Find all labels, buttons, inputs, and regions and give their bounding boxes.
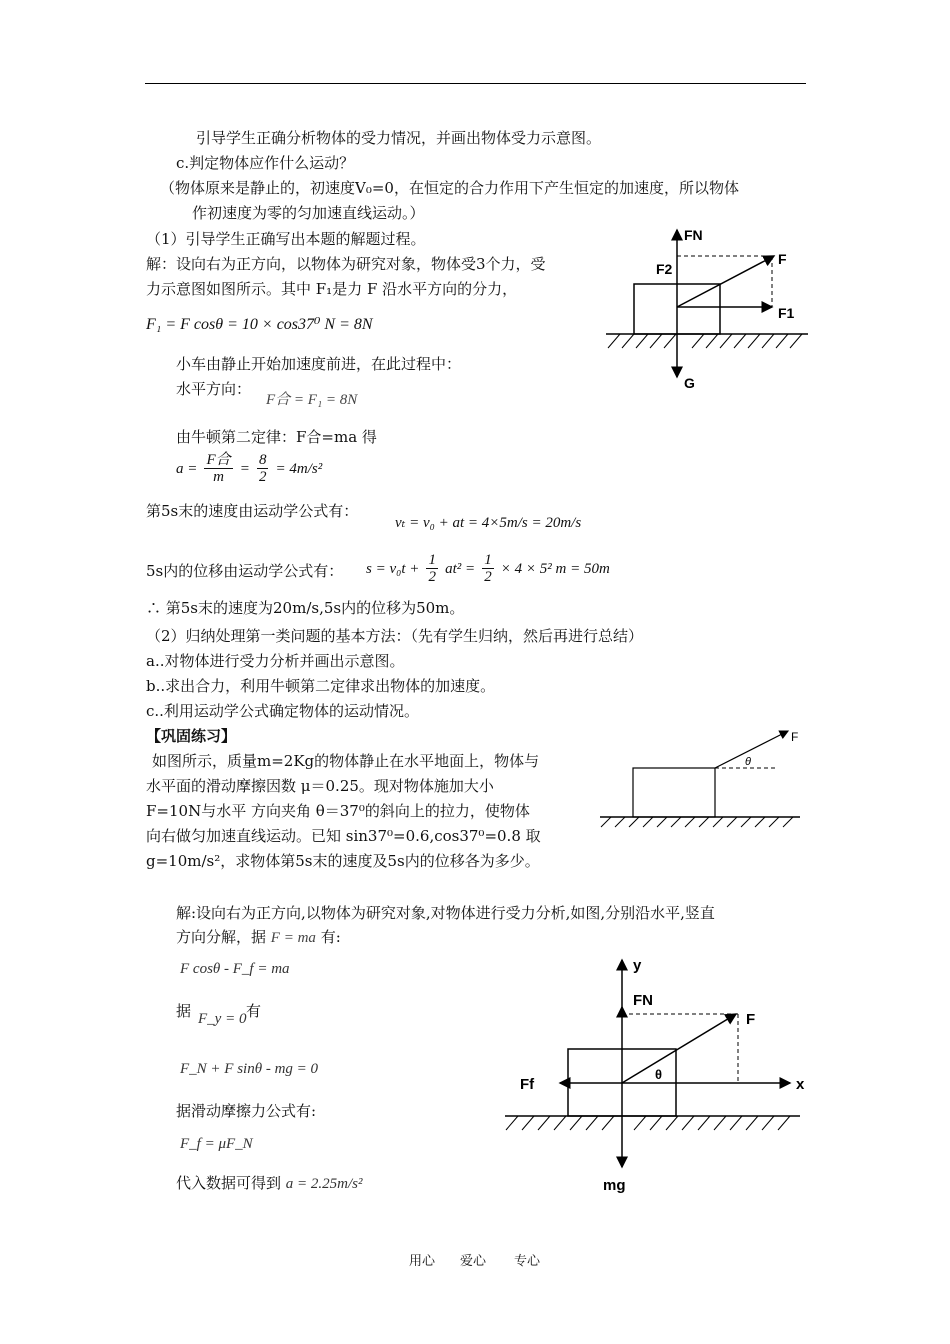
label-g: G — [684, 375, 695, 391]
text-line: 水平方向： — [176, 380, 252, 398]
s2a: 方向分解，据 — [176, 928, 267, 946]
eq-a-den: m — [213, 469, 224, 485]
text-line: 5s内的位移由运动学公式有： — [146, 562, 344, 580]
footer-c: 专心 — [514, 1254, 541, 1269]
f-arrow — [715, 731, 788, 768]
text-line: 作初速度为零的匀加速直线运动。） — [192, 204, 425, 222]
label-y: y — [633, 957, 642, 974]
text-line: 据滑动摩擦力公式有: — [176, 1102, 317, 1120]
footer-a: 用心 — [409, 1254, 436, 1269]
ground-hatch — [506, 1116, 790, 1130]
footer-b: 爱心 — [460, 1254, 487, 1269]
eq-a-mid: = — [239, 461, 250, 477]
eq-a-lhs: a = — [176, 461, 198, 477]
text-result-label — [176, 1174, 363, 1193]
eq-s-c: × 4 × 5² m = 50m — [500, 561, 610, 577]
equation-2: F_y = 0 — [198, 1011, 247, 1027]
eq-s-a: s = v₀t + — [366, 561, 420, 577]
list-item: c..利用运动学公式确定物体的运动情况。 — [146, 702, 419, 720]
result-eq: a = 2.25m/s² — [285, 1176, 363, 1192]
text-line: 解:设向右为正方向,以物体为研究对象,对物体进行受力分析,如图,分别沿水平,竖直 — [176, 904, 715, 922]
label-f2: F2 — [656, 261, 673, 277]
force-diagram-1 — [598, 222, 818, 392]
f-arrow — [677, 256, 774, 307]
text-line: 水平面的滑动摩擦因数 μ＝0.25。现对物体施加大小 — [146, 777, 494, 795]
block — [633, 768, 715, 817]
label-theta: θ — [655, 1067, 663, 1082]
text-line: 解：设向右为正方向，以物体为研究对象，物体受3个力，受 — [146, 255, 546, 273]
list-item: b..求出合力，利用牛顿第二定律求出物体的加速度。 — [146, 677, 496, 695]
label-f: F — [791, 730, 799, 744]
equation-fhe: F合 = F₁ = 8N — [266, 392, 358, 408]
equation-4: F_f = μF_N — [180, 1136, 253, 1152]
label-mg: mg — [603, 1177, 626, 1194]
text-line: 由牛顿第二定律：F合=ma 得 — [176, 428, 377, 446]
text-line: c.判定物体应作什么运动？ — [176, 154, 355, 172]
equation-f1: F₁ = F cosθ = 10 × cos37⁰ N = 8N — [146, 316, 373, 333]
part1-heading: （1）引导学生正确写出本题的解题过程。 — [146, 230, 426, 248]
text-line: 第5s末的速度由运动学公式有： — [146, 502, 359, 520]
label-f: F — [778, 251, 787, 267]
text-line: （物体原来是静止的，初速度V₀=0，在恒定的合力作用下产生恒定的加速度，所以物体 — [160, 179, 739, 197]
eq-s-half-num: 1 — [428, 552, 436, 568]
label-ff: Ff — [520, 1076, 535, 1093]
force-diagram-3 — [500, 952, 820, 1202]
label-f1: F1 — [778, 305, 795, 321]
equation-acceleration — [176, 452, 322, 485]
eq-s-b: at² = — [445, 561, 476, 577]
eq-s-half-den: 2 — [428, 569, 436, 585]
equation-velocity: vₜ = v₀ + at = 4×5m/s = 20m/s — [395, 515, 582, 531]
practice-title: 【巩固练习】 — [146, 727, 237, 745]
label-fn: FN — [684, 227, 703, 243]
text-line: 引导学生正确分析物体的受力情况，并画出物体受力示意图。 — [196, 129, 602, 147]
ground-hatch — [601, 817, 793, 827]
eq-s-half-den-2: 2 — [484, 569, 492, 585]
equation-3: F_N + F sinθ - mg = 0 — [180, 1061, 319, 1077]
s2eq: F = ma — [270, 930, 316, 946]
eq-a-den2: 2 — [258, 469, 267, 485]
text-line: 小车由静止开始加速度前进，在此过程中： — [176, 355, 462, 373]
header-rule — [145, 83, 806, 84]
text-ju: 据 — [176, 1002, 192, 1020]
part2-heading: （2）归纳处理第一类问题的基本方法：（先有学生归纳，然后再进行总结） — [146, 627, 644, 645]
label-x: x — [796, 1076, 805, 1093]
text-line — [176, 928, 341, 947]
conclusion: ∴ 第5s末的速度为20m/s,5s内的位移为50m。 — [146, 599, 465, 617]
text-line: g=10m/s²，求物体第5s末的速度及5s内的位移各为多少。 — [146, 852, 540, 870]
force-diagram-2 — [595, 725, 810, 835]
text-line: 向右做匀加速直线运动。已知 sin37⁰=0.6,cos37⁰=0.8 取 — [146, 827, 541, 845]
list-item: a..对物体进行受力分析并画出示意图。 — [146, 652, 405, 670]
eq-a-num2: 8 — [258, 452, 267, 468]
eq-a-rhs: = 4m/s² — [275, 461, 323, 477]
equation-1: F cosθ - F_f = ma — [180, 961, 290, 977]
text-line: 力示意图如图所示。其中 F₁是力 F 沿水平方向的分力， — [146, 280, 518, 298]
text-line: 如图所示，质量m=2Kg的物体静止在水平地面上，物体与 — [152, 752, 540, 770]
text-line: F=10N与水平 方向夹角 θ＝37⁰的斜向上的拉力，使物体 — [146, 802, 530, 820]
ground-hatch — [608, 334, 802, 348]
text-you: 有 — [246, 1002, 262, 1020]
result-label: 代入数据可得到 — [176, 1174, 282, 1192]
eq-s-half-num-2: 1 — [484, 552, 492, 568]
equation-displacement — [366, 552, 610, 585]
s2b: 有: — [320, 928, 341, 946]
label-theta: θ — [745, 756, 751, 768]
label-f: F — [746, 1011, 756, 1028]
label-fn: FN — [633, 992, 653, 1009]
eq-a-num: F合 — [206, 452, 231, 468]
